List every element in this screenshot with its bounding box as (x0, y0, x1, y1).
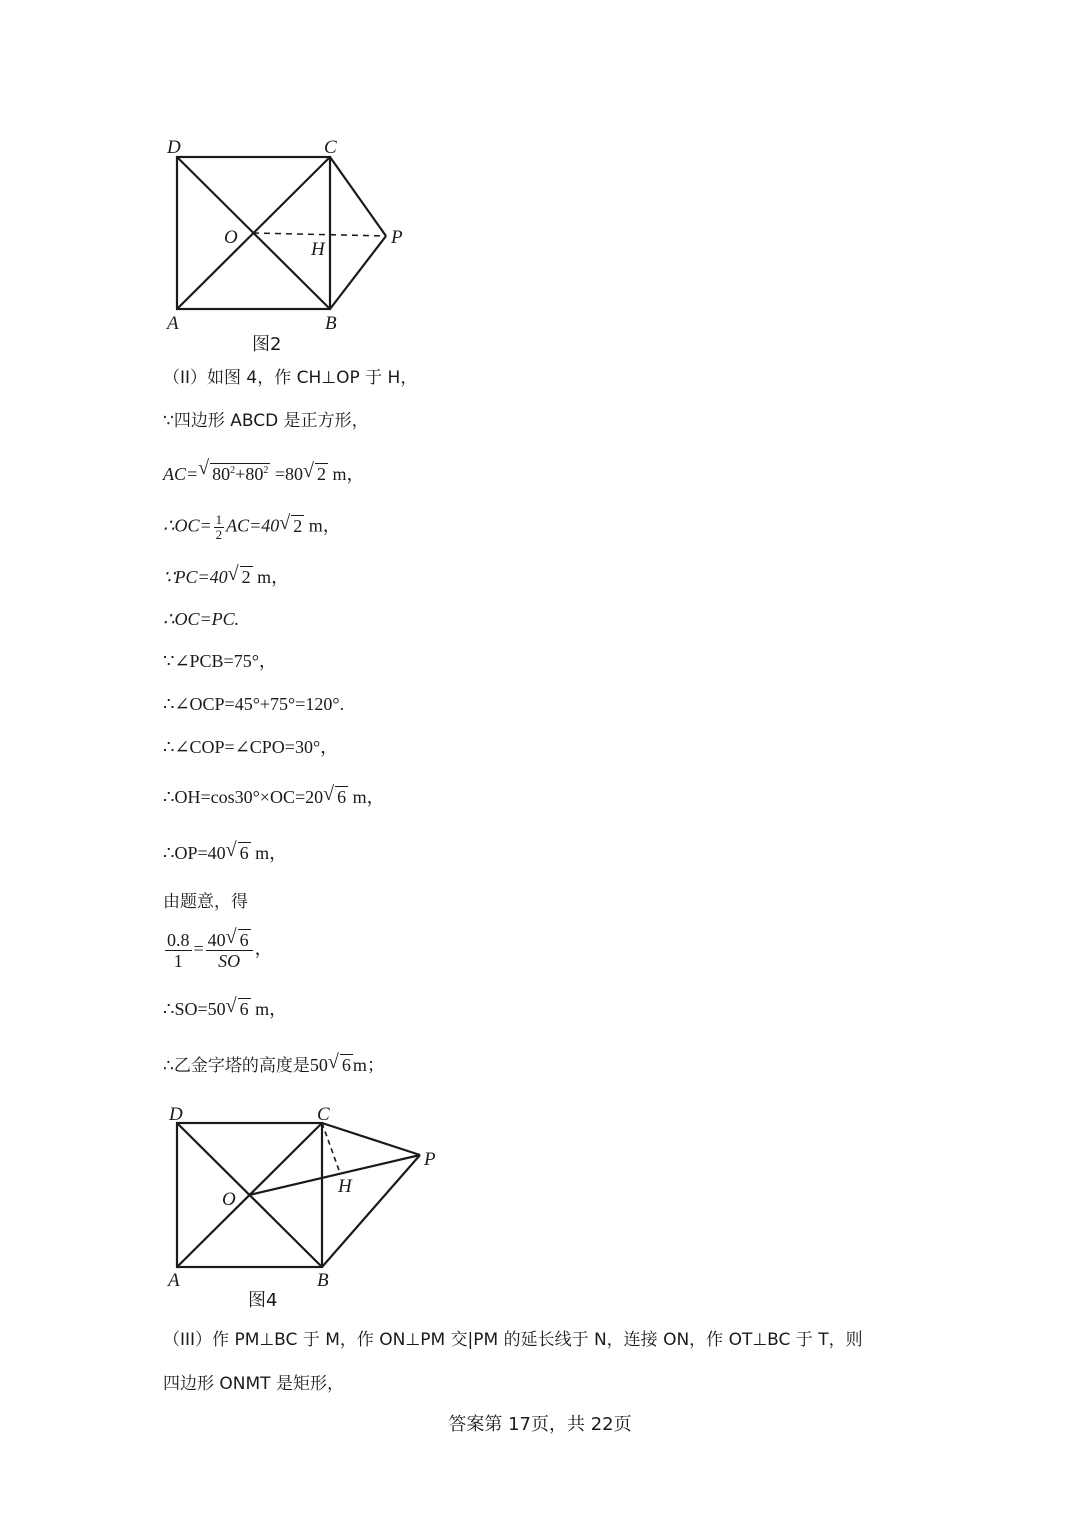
label-h: H (338, 1176, 352, 1197)
angle-ocp: ∴∠OCP=45°+75°=120°. (163, 694, 345, 714)
figure-4-caption: 图4 (248, 1290, 278, 1311)
label-h: H (311, 239, 325, 260)
segment-bp (330, 236, 386, 309)
label-a: A (167, 313, 179, 334)
label-o: O (222, 1189, 236, 1210)
oc-equals-pc: ∴OC=PC. (163, 609, 240, 629)
figure-2-diagram (0, 0, 1080, 360)
label-p: P (391, 227, 403, 248)
figure-4-diagram (0, 1098, 1080, 1328)
dashed-op (253, 233, 386, 236)
angle-pcb: ∵∠PCB=75°， (163, 651, 277, 671)
ratio-equation: $\frac{0.8}{1}$ = $\frac{40√ 6}{SO}$ ， (163, 930, 273, 971)
segment-cp (322, 1123, 420, 1155)
part3-line2: 四边形 ONMT 是矩形， (163, 1374, 344, 1394)
figure-2-caption: 图2 (252, 334, 282, 355)
op-equation: ∴OP=40√ 6 m， (163, 841, 287, 865)
label-p: P (424, 1149, 436, 1170)
so-equation: ∴SO=50√ 6 m， (163, 997, 287, 1021)
label-a: A (168, 1270, 180, 1291)
segment-cp (330, 157, 386, 236)
dashed-ch (322, 1123, 340, 1173)
height-conclusion: ∴乙金字塔的高度是50√ 6 m； (163, 1053, 385, 1078)
label-c: C (324, 137, 337, 158)
segment-op (249, 1155, 420, 1195)
page-footer: 答案第 17页，共 22页 (448, 1414, 632, 1435)
by-problem: 由题意，得 (163, 892, 248, 912)
part3-line1: （III）作 PM⊥BC 于 M，作 ON⊥PM 交|PM 的延长线于 N，连接 ON，作 OT⊥BC 于 T，则 (163, 1330, 863, 1350)
label-d: D (169, 1104, 183, 1125)
oh-equation: ∴OH=cos30°×OC=20√ 6 m， (163, 785, 385, 809)
angle-cop: ∴∠COP=∠CPO=30°， (163, 737, 339, 757)
ac-equation: AC=√ $80^2+80^2 =80√$ 2 m， (163, 459, 364, 486)
label-b: B (317, 1270, 329, 1291)
part2-intro: （II）如图 4，作 CH⊥OP 于 H， (163, 368, 418, 388)
label-c: C (317, 1104, 330, 1125)
label-o: O (224, 227, 238, 248)
because-square: ∵四边形 ABCD 是正方形， (163, 411, 369, 431)
pc-equation: ∵PC=40√ 2 m， (163, 565, 289, 589)
label-d: D (167, 137, 181, 158)
label-b: B (325, 313, 337, 334)
oc-equation: ∴OC= $\frac{1}{2}$ AC=40√ 2 m， (163, 513, 341, 542)
segment-bp (322, 1155, 420, 1267)
